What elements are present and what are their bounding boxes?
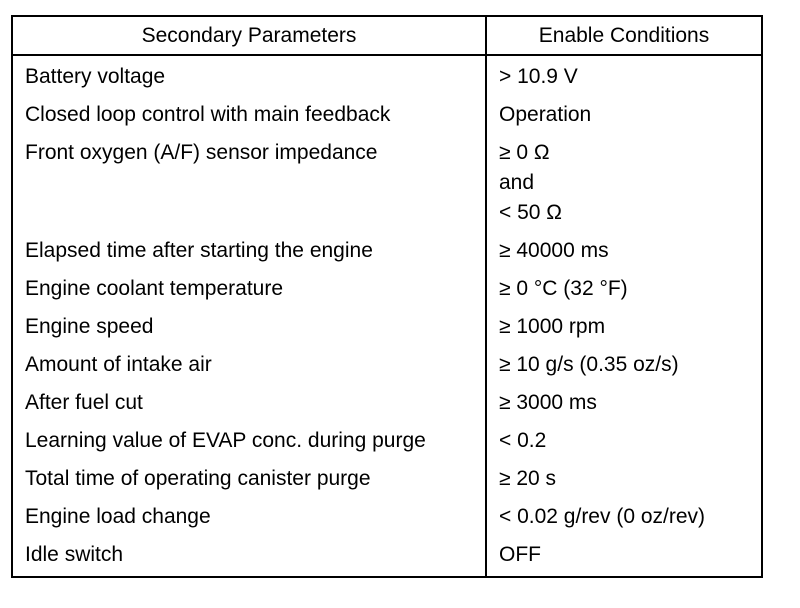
condition-cell: ≥ 10 g/s (0.35 oz/s) (499, 353, 679, 376)
table-row (12, 536, 762, 577)
parameter-cell: Engine speed (12, 308, 486, 346)
parameter-cell: Battery voltage (12, 55, 486, 96)
parameter-cell: Idle switch (12, 536, 486, 577)
enable-conditions-table (11, 15, 763, 578)
parameter-cell: Total time of operating canister purge (12, 460, 486, 498)
table-row (12, 55, 762, 96)
parameter-cell: After fuel cut (12, 384, 486, 422)
condition-cell: ≥ 40000 ms (499, 239, 609, 262)
header-secondary-parameters: Secondary Parameters (12, 16, 486, 55)
table-row (12, 232, 762, 270)
parameter-cell: Closed loop control with main feedback (12, 96, 486, 134)
parameter-cell: Front oxygen (A/F) sensor impedance (12, 134, 486, 232)
table-row (12, 460, 762, 498)
table-row (12, 498, 762, 536)
condition-cell: < 0.02 g/rev (0 oz/rev) (499, 505, 706, 528)
parameter-cell: Amount of intake air (12, 346, 486, 384)
table-row (12, 422, 762, 460)
table-row (12, 346, 762, 384)
condition-cell: OFF (499, 543, 541, 566)
table-row (12, 134, 762, 232)
condition-cell: ≥ 1000 rpm (499, 315, 606, 338)
table-row (12, 270, 762, 308)
table-row (12, 308, 762, 346)
parameter-cell: Learning value of EVAP conc. during purge (12, 422, 486, 460)
parameter-cell: Engine coolant temperature (12, 270, 486, 308)
condition-cell: ≥ 20 s (499, 467, 557, 490)
condition-cell: > 10.9 V (499, 65, 578, 88)
table-header-row (12, 16, 762, 55)
condition-cell: Operation (499, 103, 592, 126)
parameter-cell: Elapsed time after starting the engine (12, 232, 486, 270)
condition-cell: ≥ 0 °C (32 °F) (499, 277, 628, 300)
condition-cell: < 0.2 (499, 429, 547, 452)
condition-cell: ≥ 0 Ω and < 50 Ω (499, 141, 562, 224)
table-row (12, 96, 762, 134)
table-row (12, 384, 762, 422)
header-enable-conditions: Enable Conditions (486, 16, 762, 55)
condition-cell: ≥ 3000 ms (499, 391, 597, 414)
parameter-cell: Engine load change (12, 498, 486, 536)
